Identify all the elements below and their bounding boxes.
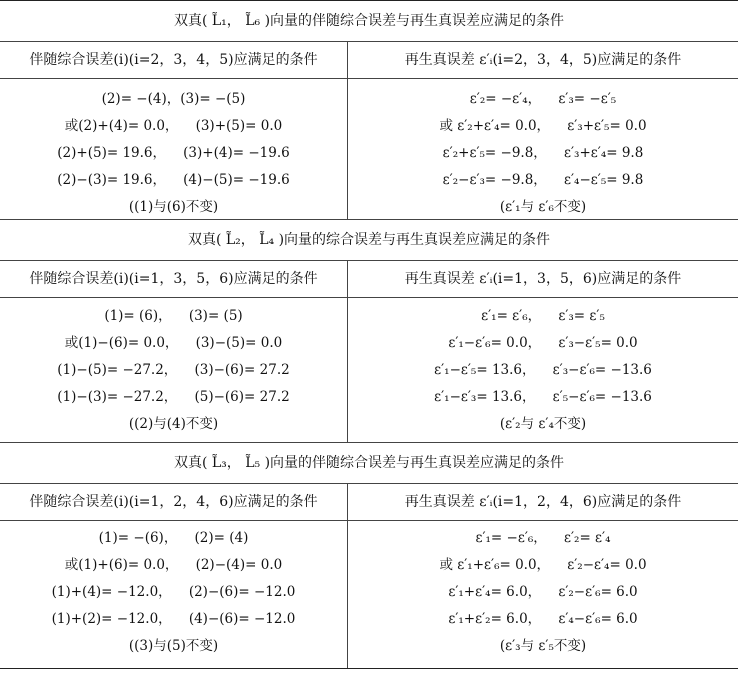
left-conditions	[0, 298, 348, 442]
condition-note: ((2)与(4)不变)	[128, 416, 219, 432]
condition-line: (1)= −(6)， (2)= (4)	[98, 530, 249, 546]
body-row	[0, 79, 738, 220]
condition-line: (1)= (6)， (3)= (5)	[104, 308, 243, 324]
left-conditions	[0, 521, 348, 668]
body-row	[0, 298, 738, 443]
condition-line: 或 ε′₁+ε′₆= 0.0， ε′₂−ε′₄= 0.0	[439, 557, 647, 573]
condition-line: (1)+(2)= −12.0， (4)−(6)= −12.0	[51, 611, 296, 627]
section-l2-l4	[0, 220, 738, 443]
condition-line: (1)−(3)= −27.2， (5)−(6)= 27.2	[57, 389, 290, 405]
left-conditions	[0, 79, 348, 219]
condition-line: ε′₁+ε′₄= 6.0， ε′₂−ε′₆= 6.0	[448, 584, 638, 600]
condition-line: ε′₁+ε′₂= 6.0， ε′₄−ε′₆= 6.0	[448, 611, 638, 627]
header-left: 伴随综合误差(i)(i=2，3，4，5)应满足的条件	[0, 42, 348, 78]
condition-line: ε′₁−ε′₅= 13.6， ε′₃−ε′₆= −13.6	[434, 362, 652, 378]
condition-line: 或(1)−(6)= 0.0， (3)−(5)= 0.0	[64, 335, 283, 351]
condition-line: (2)−(3)= 19.6， (4)−(5)= −19.6	[57, 172, 290, 188]
condition-line: ε′₁−ε′₃= 13.6， ε′₅−ε′₆= −13.6	[434, 389, 652, 405]
condition-line: 或(1)+(6)= 0.0， (2)−(4)= 0.0	[64, 557, 283, 573]
section-l1-l6	[0, 1, 738, 220]
right-conditions	[348, 521, 738, 668]
condition-note: (ε′₂与 ε′₄不变)	[499, 416, 587, 432]
condition-line: (2)= −(4)，(3)= −(5)	[101, 91, 246, 107]
condition-line: (1)+(4)= −12.0， (2)−(6)= −12.0	[51, 584, 296, 600]
header-right: 再生真误差 ε′ᵢ(i=1，2，4，6)应满足的条件	[404, 494, 682, 510]
right-conditions	[348, 79, 738, 219]
condition-note: (ε′₁与 ε′₆不变)	[499, 199, 587, 215]
condition-line: ε′₂+ε′₅= −9.8， ε′₃+ε′₄= 9.8	[442, 145, 644, 161]
header-left: 伴随综合误差(i)(i=1，3，5，6)应满足的条件	[0, 261, 348, 297]
right-conditions	[348, 298, 738, 442]
header-row	[0, 42, 738, 79]
body-row	[0, 521, 738, 669]
section-title: 双真( L̃₁， L̃₆ )向量的伴随综合误差与再生真误差应满足的条件	[0, 1, 738, 42]
condition-line: (1)−(5)= −27.2， (3)−(6)= 27.2	[57, 362, 290, 378]
condition-line: 或(2)+(4)= 0.0， (3)+(5)= 0.0	[64, 118, 283, 134]
condition-line: ε′₂= −ε′₄， ε′₃= −ε′₅	[469, 91, 617, 107]
condition-note: ((1)与(6)不变)	[128, 199, 219, 215]
section-l3-l5	[0, 443, 738, 669]
header-right: 再生真误差 ε′ᵢ(i=2，3，4，5)应满足的条件	[404, 52, 682, 68]
header-row	[0, 261, 738, 298]
section-title: 双真( L̃₃， L̃₅ )向量的伴随综合误差与再生真误差应满足的条件	[0, 443, 738, 484]
condition-line: (2)+(5)= 19.6， (3)+(4)= −19.6	[57, 145, 290, 161]
header-row	[0, 484, 738, 521]
condition-line: ε′₁= ε′₆， ε′₃= ε′₅	[481, 308, 605, 324]
header-left: 伴随综合误差(i)(i=1，2，4，6)应满足的条件	[0, 484, 348, 520]
condition-line: ε′₂−ε′₃= −9.8， ε′₄−ε′₅= 9.8	[442, 172, 644, 188]
section-title: 双真( L̃₂， L̃₄ )向量的综合误差与再生真误差应满足的条件	[0, 220, 738, 261]
condition-line: 或 ε′₂+ε′₄= 0.0， ε′₃+ε′₅= 0.0	[439, 118, 647, 134]
condition-line: ε′₁= −ε′₆， ε′₂= ε′₄	[475, 530, 611, 546]
header-right: 再生真误差 ε′ᵢ(i=1，3，5，6)应满足的条件	[404, 271, 682, 287]
condition-note: (ε′₃与 ε′₅不变)	[499, 638, 587, 654]
condition-note: ((3)与(5)不变)	[128, 638, 219, 654]
condition-line: ε′₁−ε′₆= 0.0， ε′₃−ε′₅= 0.0	[448, 335, 638, 351]
